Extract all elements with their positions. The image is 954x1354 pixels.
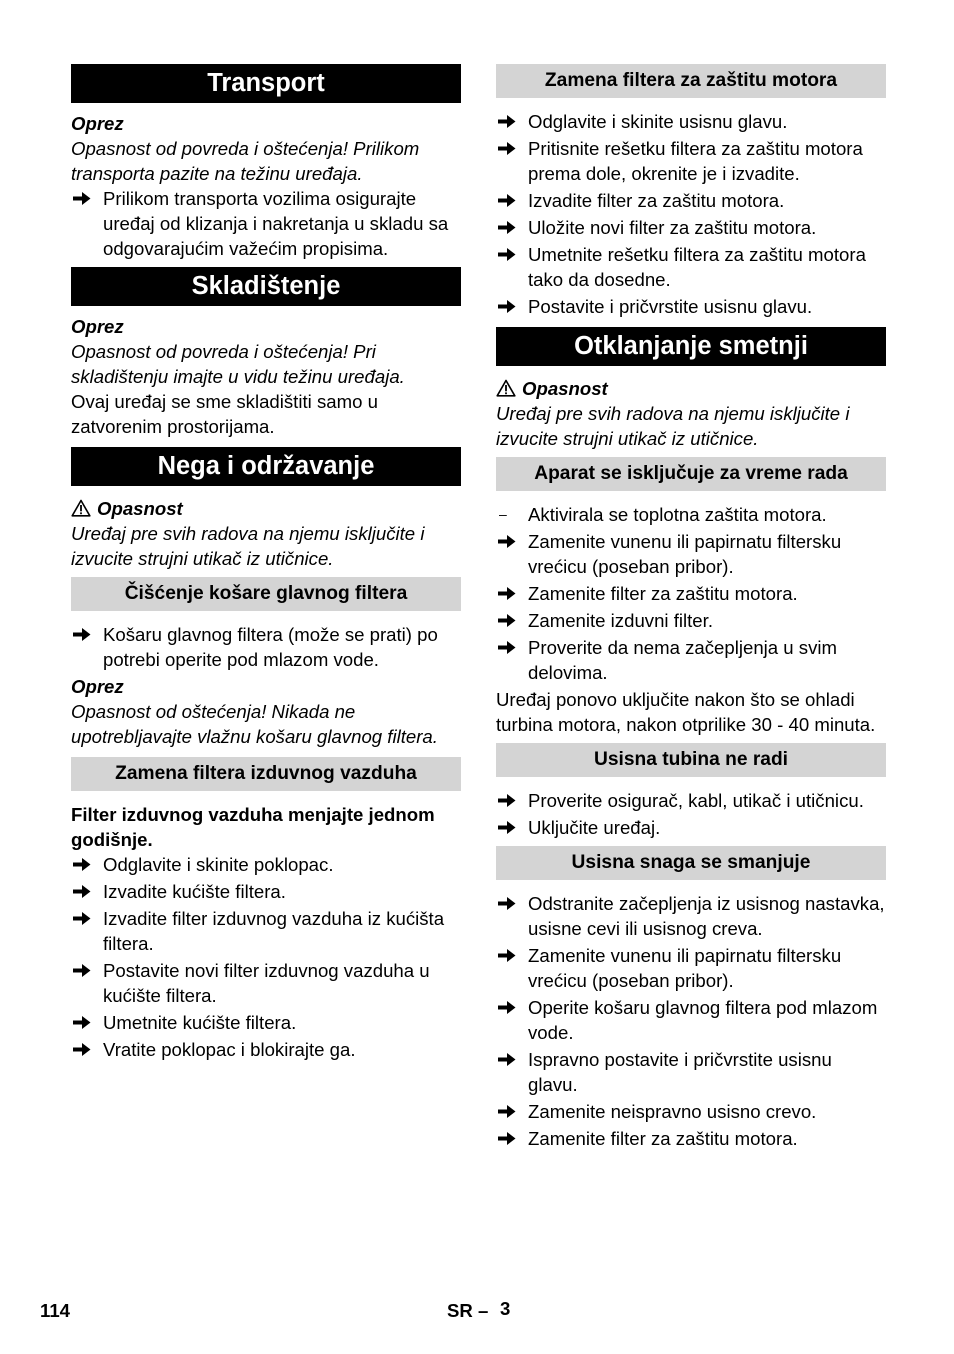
arrow-right-icon [498,640,516,655]
list-item: Vratite poklopac i blokirajte ga. [71,1037,461,1062]
arrow-right-icon [498,1131,516,1146]
warning-icon [496,379,516,397]
caution-label: Oprez [71,676,124,697]
arrow-right-icon [73,884,91,899]
caution-text: Opasnost od povreda i oštećenja! Prilikom transporta pazite na težinu uređaja. [71,138,420,184]
arrow-right-icon [498,193,516,208]
list-item: Prilikom transporta vozilima osigurajte uređaj od klizanja i nakretanja u skladu sa odgovarajućim važećim propisima. [71,186,461,261]
caution-text: Opasnost od oštećenja! Nikada ne upotrebljavajte vlažnu košaru glavnog filtera. [71,701,438,747]
heading-exhaust: Zamena filtera izduvnog vazduha [71,757,461,791]
danger-text: Uređaj pre svih radova na njemu isključite i izvucite strujni utikač iz utičnice. [496,403,850,449]
list-item: Zamenite neispravno usisno crevo. [496,1099,886,1124]
arrow-right-icon [498,1000,516,1015]
arrow-right-icon [73,191,91,206]
list-item: Izvadite kućište filtera. [71,879,461,904]
list-item: Pritisnite rešetku filtera za zaštitu motora prema dole, okrenite je i izvadite. [496,136,886,186]
heading-motor-filter: Zamena filtera za zaštitu motora [496,64,886,98]
list-item: Odglavite i skinite poklopac. [71,852,461,877]
arrow-right-icon [498,114,516,129]
arrow-right-icon [73,857,91,872]
left-column [71,64,461,1064]
language-code: SR – [447,1300,489,1321]
dash-bullet: – [499,506,507,522]
transport-list [71,186,461,261]
arrow-right-icon [498,820,516,835]
arrow-right-icon [73,1015,91,1030]
caution-label: Oprez [71,113,124,134]
arrow-right-icon [498,1052,516,1067]
list-item: Izvadite filter izduvnog vazduha iz kućišta filtera. [71,906,461,956]
arrow-right-icon [498,247,516,262]
caution-text: Opasnost od povreda i oštećenja! Pri skladištenju imajte u vidu težinu uređaja. [71,341,405,387]
heading-basket: Čišćenje košare glavnog filtera [71,577,461,611]
list-item: Zamenite filter za zaštitu motora. [496,1126,886,1151]
list-item: Zamenite vunenu ili papirnatu filtersku vrećicu (poseban pribor). [496,529,886,579]
arrow-right-icon [498,896,516,911]
heading-transport: Transport [71,64,461,103]
arrow-right-icon [498,948,516,963]
switches-off-note: Uređaj ponovo uključite nakon što se ohladi turbina motora, nakon otprilike 30 - 40 minuta. [496,689,876,735]
basket-list [71,622,461,672]
suction-list [496,891,886,1151]
list-item: Umetnite rešetku filtera za zaštitu motora tako da dosedne. [496,242,886,292]
caution-label: Oprez [71,316,124,337]
heading-storage: Skladištenje [71,267,461,306]
heading-switches-off: Aparat se isključuje za vreme rada [496,457,886,491]
list-item: Ispravno postavite i pričvrstite usisnu glavu. [496,1047,886,1097]
heading-turbine: Usisna tubina ne radi [496,743,886,777]
heading-troubleshooting: Otklanjanje smetnji [496,327,886,366]
arrow-right-icon [498,141,516,156]
arrow-right-icon [73,1042,91,1057]
switches-off-list [496,502,886,685]
list-item: – Aktivirala se toplotna zaštita motora. [499,504,827,525]
list-item: Umetnite kućište filtera. [71,1010,461,1035]
list-item: Košaru glavnog filtera (može se prati) po potrebi operite pod mlazom vode. [71,622,461,672]
list-item: Operite košaru glavnog filtera pod mlazom vode. [496,995,886,1045]
list-item: Odstranite začepljenja iz usisnog nastavka, usisne cevi ili usisnog creva. [496,891,886,941]
list-item: Postavite i pričvrstite usisnu glavu. [496,294,886,319]
danger-text: Uređaj pre svih radova na njemu isključite i izvucite strujni utikač iz utičnice. [71,523,425,569]
storage-note: Ovaj uređaj se sme skladištiti samo u zatvorenim prostorijama. [71,391,378,437]
exhaust-list [71,852,461,1062]
heading-care: Nega i održavanje [71,447,461,486]
arrow-right-icon [498,1104,516,1119]
turbine-list [496,788,886,840]
arrow-right-icon [73,911,91,926]
arrow-right-icon [73,963,91,978]
list-item: Postavite novi filter izduvnog vazduha u kućište filtera. [71,958,461,1008]
arrow-right-icon [498,534,516,549]
list-item: Proverite osigurač, kabl, utikač i utičnicu. [496,788,886,813]
list-item: Uložite novi filter za zaštitu motora. [496,215,886,240]
heading-suction: Usisna snaga se smanjuje [496,846,886,880]
list-item: Izvadite filter za zaštitu motora. [496,188,886,213]
warning-icon [71,499,91,517]
motor-filter-list [496,109,886,319]
list-item: Zamenite izduvni filter. [496,608,886,633]
list-item: Uključite uređaj. [496,815,886,840]
arrow-right-icon [498,299,516,314]
section-number: 3 [500,1298,511,1319]
right-column [496,64,886,1153]
danger-label: Opasnost [71,496,461,521]
arrow-right-icon [498,220,516,235]
page-number: 114 [40,1300,70,1321]
danger-label: Opasnost [496,376,886,401]
list-item: Odglavite i skinite usisnu glavu. [496,109,886,134]
list-item: Proverite da nema začepljenja u svim delovima. [496,635,886,685]
arrow-right-icon [498,613,516,628]
exhaust-note: Filter izduvnog vazduha menjajte jednom godišnje. [71,804,435,850]
list-item: Zamenite filter za zaštitu motora. [496,581,886,606]
list-item: Zamenite vunenu ili papirnatu filtersku vrećicu (poseban pribor). [496,943,886,993]
arrow-right-icon [73,627,91,642]
arrow-right-icon [498,793,516,808]
arrow-right-icon [498,586,516,601]
